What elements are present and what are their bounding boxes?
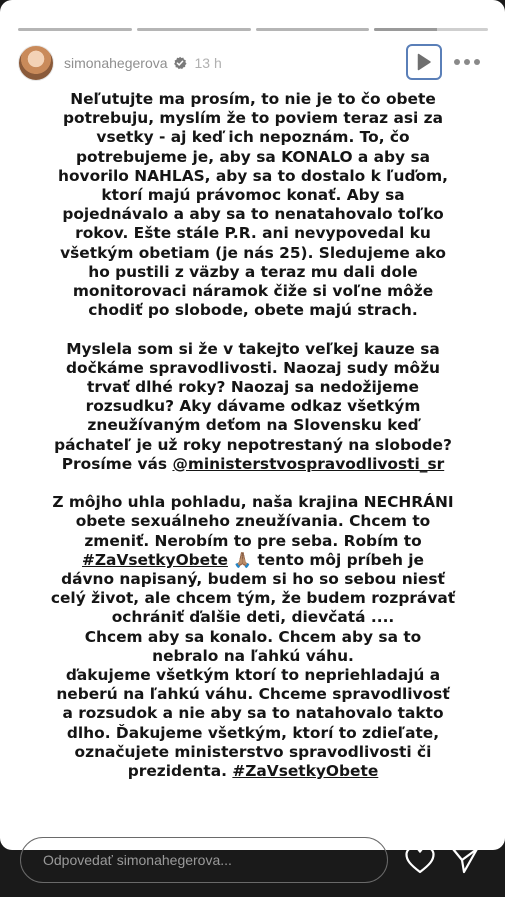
paragraph-1 [20,90,486,320]
text-line: trvať dlhé roky? Naozaj sa nedožijeme [87,378,419,397]
text-line: Neľutujte ma prosím, to nie je to čo obete [70,90,436,108]
more-icon-dot [464,59,470,65]
verified-badge-icon [173,56,187,70]
reply-input[interactable] [20,837,388,883]
mention-line [20,455,486,474]
text-line: tento môj príbeh je [257,550,424,569]
folded-hands-emoji: 🙏🏽 [233,550,252,569]
text-line: dočkáme spravodlivosti. Naozaj sudy môžu [66,358,440,377]
text-line: hovorilo NAHLAS, aby sa to dostalo k ľuďom, [58,166,448,185]
text-line: dávno napisaný, budem si ho so sebou niesť [61,570,445,589]
text-line: a rozsudok a nie aby sa to natahovalo takto [62,704,444,723]
text-line: zmeniť. Nerobím to pre seba. Robím to [84,531,422,550]
text-line: celý život, ale chcem tým, že budem rozprávať [50,589,456,608]
reply-placeholder: Odpovedať simonahegerova... [43,852,232,868]
play-button[interactable] [406,44,442,80]
text-line: rokov. Ešte stále P.R. ani nevypovedal ku [75,224,431,243]
avatar[interactable] [18,45,54,81]
text-line: vsetky - aj keď ich nepoznám. To, čo [96,128,410,147]
progress-segment [137,28,251,31]
text-line: chodiť po slobode, obete majú strach. [88,301,418,320]
hashtag-line [20,551,486,570]
last-line-prefix: prezidenta. [127,762,233,781]
post-time: 13 h [194,55,222,71]
send-button[interactable] [450,845,480,875]
text-line: označujete ministerstvo spravodlivosti či [74,742,432,761]
progress-segment-active [374,28,488,31]
progress-fill [374,28,437,31]
heart-icon [404,845,436,875]
more-options-button[interactable] [450,50,484,74]
story-header [18,44,488,82]
text-line: Chcem aby sa konalo. Chcem aby sa to [84,627,422,646]
username[interactable]: simonahegerova [64,55,168,71]
hashtag-link[interactable]: #ZaVsetkyObete [232,762,379,781]
more-icon [454,59,460,65]
text-line: pojednávalo a aby sa to nenatahovalo toľko [62,205,444,224]
hashtag-link[interactable]: #ZaVsetkyObete [82,550,228,569]
send-icon [450,845,480,875]
text-line: ktorí majú právomoc konať. Aby sa [101,186,405,205]
text-line: zneužívaným deťom na Slovensku keď [87,416,419,435]
progress-segment [18,28,132,31]
text-line: monitorovaci náramok čiže si voľne môže [72,282,434,301]
text-line: potrebujeme je, aby sa KONALO a aby sa [75,147,430,166]
text-line: ďakujeme všetkým ktorí to nepriehladajú a [65,666,441,685]
story-text [20,90,486,800]
text-line: ho pustili z väzby a teraz mu dali dole [88,262,418,281]
more-icon-dot [474,59,480,65]
story-progress-bar [18,28,488,31]
hashtag-line [20,762,486,781]
text-line: páchateľ je už roky nepotrestaný na slobode? [54,435,452,454]
progress-segment [256,28,370,31]
like-button[interactable] [404,845,436,875]
text-line: nebralo na ľahkú váhu. [152,646,354,665]
text-line: obete sexuálneho zneužívania. Chcem to [75,512,431,531]
text-line: neberú na ľahkú váhu. Chceme spravodlivosť [56,685,450,704]
mention-link[interactable]: @ministerstvospravodlivosti_sr [172,454,445,473]
text-line: ochrániť ďalšie deti, dievčatá .... [111,608,395,627]
play-icon [416,53,432,71]
text-line: všetkým obetiam (je nás 25). Sledujeme ako [60,243,446,262]
text-line: rozsudku? Aky dávame odkaz všetkým [85,397,421,416]
text-line: Z môjho uhla pohladu, naša krajina NECHRÁNI [52,493,454,512]
text-line: dlho. Ďakujeme všetkým, ktorí to zdieľate, [66,723,440,742]
paragraph-3 [20,493,486,781]
text-line: Myslela som si že v takejto veľkej kauze sa [66,339,440,358]
paragraph-2 [20,340,486,474]
text-line: potrebuju, myslím že to poviem teraz asi za [63,109,443,128]
mention-prefix: Prosíme vás [61,454,173,473]
